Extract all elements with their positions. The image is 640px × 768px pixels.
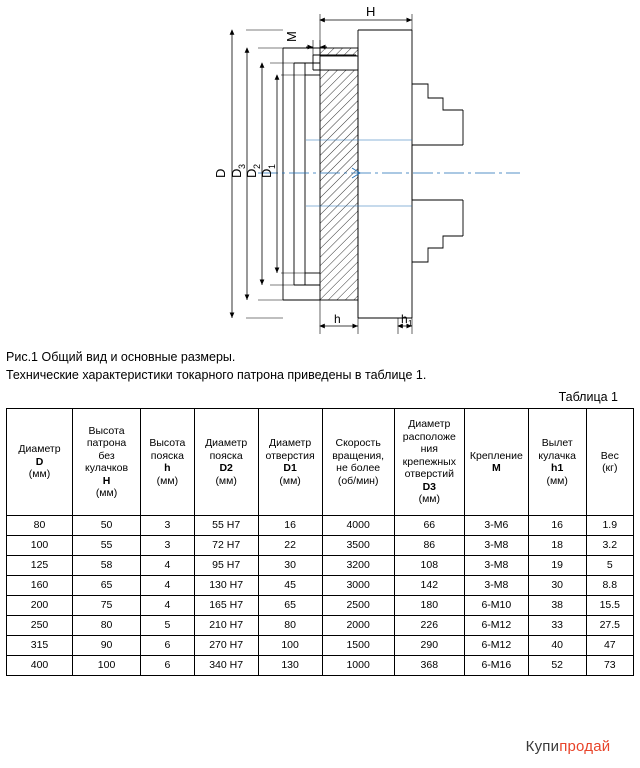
cell-belt-diameter: 210 H7	[194, 616, 258, 636]
dimension-label-M: M	[284, 31, 299, 42]
cell-weight: 5	[586, 556, 633, 576]
cell-belt-diameter: 130 H7	[194, 576, 258, 596]
table-row	[7, 596, 634, 616]
th-mounting-m: Крепление M	[464, 409, 528, 516]
cell-speed: 1500	[322, 636, 394, 656]
cell-diameter: 400	[7, 656, 73, 676]
watermark-text-part1: Купи	[525, 737, 560, 755]
cell-bolt-circle: 180	[394, 596, 464, 616]
cell-belt-height: 5	[141, 616, 195, 636]
cell-height: 58	[73, 556, 141, 576]
th-height-h: Высота патрона без кулачков H (мм)	[73, 409, 141, 516]
cell-mounting: 3-М8	[464, 556, 528, 576]
dimension-label-D1: D	[259, 168, 274, 178]
cell-jaw-travel: 19	[528, 556, 586, 576]
th-weight: Вес (кг)	[586, 409, 633, 516]
table-row	[7, 616, 634, 636]
table-label: Таблица 1	[558, 390, 618, 404]
technical-drawing	[0, 0, 640, 348]
cell-weight: 8.8	[586, 576, 633, 596]
cell-height: 90	[73, 636, 141, 656]
cell-height: 50	[73, 516, 141, 536]
cell-belt-diameter: 72 H7	[194, 536, 258, 556]
dimension-label-D: D	[213, 168, 228, 178]
cell-belt-height: 3	[141, 536, 195, 556]
cell-belt-height: 4	[141, 556, 195, 576]
cell-diameter: 80	[7, 516, 73, 536]
dimension-label-h1: h	[401, 312, 408, 326]
cell-weight: 3.2	[586, 536, 633, 556]
cell-diameter: 160	[7, 576, 73, 596]
cell-hole-diameter: 80	[258, 616, 322, 636]
table-body	[7, 516, 634, 676]
cell-belt-diameter: 95 H7	[194, 556, 258, 576]
cell-height: 55	[73, 536, 141, 556]
cell-mounting: 6-М16	[464, 656, 528, 676]
svg-text:1: 1	[408, 319, 413, 328]
cell-hole-diameter: 130	[258, 656, 322, 676]
spec-table	[6, 408, 634, 676]
th-jaw-travel-h1: Вылет кулачка h1 (мм)	[528, 409, 586, 516]
cell-mounting: 6-М10	[464, 596, 528, 616]
cell-diameter: 250	[7, 616, 73, 636]
dimension-label-D3: D	[229, 168, 244, 178]
cell-hole-diameter: 100	[258, 636, 322, 656]
cell-speed: 2500	[322, 596, 394, 616]
dimension-label-D2: D	[244, 168, 259, 178]
th-bolt-circle-d3: Диаметр расположе ния крепежных отверстий D3 (мм)	[394, 409, 464, 516]
svg-text:2: 2	[252, 163, 262, 169]
cell-speed: 3200	[322, 556, 394, 576]
th-belt-height-h: Высота пояска h (мм)	[141, 409, 195, 516]
dimension-label-H: H	[366, 4, 376, 19]
cell-hole-diameter: 22	[258, 536, 322, 556]
svg-text:3: 3	[237, 163, 247, 169]
cell-jaw-travel: 52	[528, 656, 586, 676]
cell-belt-height: 3	[141, 516, 195, 536]
cell-mounting: 6-М12	[464, 616, 528, 636]
cell-weight: 73	[586, 656, 633, 676]
cell-height: 75	[73, 596, 141, 616]
watermark-badge	[496, 724, 640, 768]
cell-belt-height: 6	[141, 636, 195, 656]
cell-weight: 27.5	[586, 616, 633, 636]
th-belt-diameter-d2: Диаметр пояска D2 (мм)	[194, 409, 258, 516]
table-row	[7, 516, 634, 536]
cell-belt-height: 6	[141, 656, 195, 676]
cell-speed: 1000	[322, 656, 394, 676]
watermark-text-part2: продай	[559, 737, 611, 755]
table-header-row	[7, 409, 634, 516]
figure-caption: Рис.1 Общий вид и основные размеры.	[6, 350, 236, 364]
cell-belt-diameter: 270 H7	[194, 636, 258, 656]
cell-height: 65	[73, 576, 141, 596]
cell-speed: 2000	[322, 616, 394, 636]
cell-weight: 1.9	[586, 516, 633, 536]
cell-bolt-circle: 368	[394, 656, 464, 676]
cell-mounting: 3-М8	[464, 536, 528, 556]
cell-belt-height: 4	[141, 596, 195, 616]
table-row	[7, 556, 634, 576]
cell-speed: 3500	[322, 536, 394, 556]
th-rotation-speed: Скорость вращения, не более (об/мин)	[322, 409, 394, 516]
cell-mounting: 3-М8	[464, 576, 528, 596]
cell-bolt-circle: 226	[394, 616, 464, 636]
table-row	[7, 656, 634, 676]
captions-block	[0, 348, 640, 384]
cell-weight: 47	[586, 636, 633, 656]
cell-height: 100	[73, 656, 141, 676]
cell-weight: 15.5	[586, 596, 633, 616]
cell-jaw-travel: 40	[528, 636, 586, 656]
cell-bolt-circle: 66	[394, 516, 464, 536]
cell-bolt-circle: 142	[394, 576, 464, 596]
cell-diameter: 315	[7, 636, 73, 656]
cell-belt-diameter: 55 H7	[194, 516, 258, 536]
table-row	[7, 536, 634, 556]
svg-text:1: 1	[267, 163, 277, 169]
watermark-text	[526, 738, 611, 755]
cell-bolt-circle: 86	[394, 536, 464, 556]
cell-jaw-travel: 16	[528, 516, 586, 536]
cell-jaw-travel: 18	[528, 536, 586, 556]
table-row	[7, 576, 634, 596]
dimension-label-h: h	[334, 312, 341, 326]
cell-jaw-travel: 38	[528, 596, 586, 616]
cell-hole-diameter: 65	[258, 596, 322, 616]
cell-hole-diameter: 45	[258, 576, 322, 596]
cell-diameter: 200	[7, 596, 73, 616]
cell-hole-diameter: 30	[258, 556, 322, 576]
cell-mounting: 3-М6	[464, 516, 528, 536]
intro-text: Технические характеристики токарного патрона приведены в таблице 1.	[6, 368, 427, 382]
cell-mounting: 6-М12	[464, 636, 528, 656]
cell-diameter: 125	[7, 556, 73, 576]
cell-bolt-circle: 290	[394, 636, 464, 656]
table-row	[7, 636, 634, 656]
cell-diameter: 100	[7, 536, 73, 556]
th-diameter-d: Диаметр D (мм)	[7, 409, 73, 516]
spec-table-wrap	[0, 408, 640, 676]
th-hole-diameter-d1: Диаметр отверстия D1 (мм)	[258, 409, 322, 516]
cell-height: 80	[73, 616, 141, 636]
cell-speed: 4000	[322, 516, 394, 536]
cell-speed: 3000	[322, 576, 394, 596]
cell-belt-diameter: 340 H7	[194, 656, 258, 676]
cell-jaw-travel: 33	[528, 616, 586, 636]
cell-bolt-circle: 108	[394, 556, 464, 576]
cell-belt-height: 4	[141, 576, 195, 596]
cell-hole-diameter: 16	[258, 516, 322, 536]
cell-jaw-travel: 30	[528, 576, 586, 596]
cell-belt-diameter: 165 H7	[194, 596, 258, 616]
